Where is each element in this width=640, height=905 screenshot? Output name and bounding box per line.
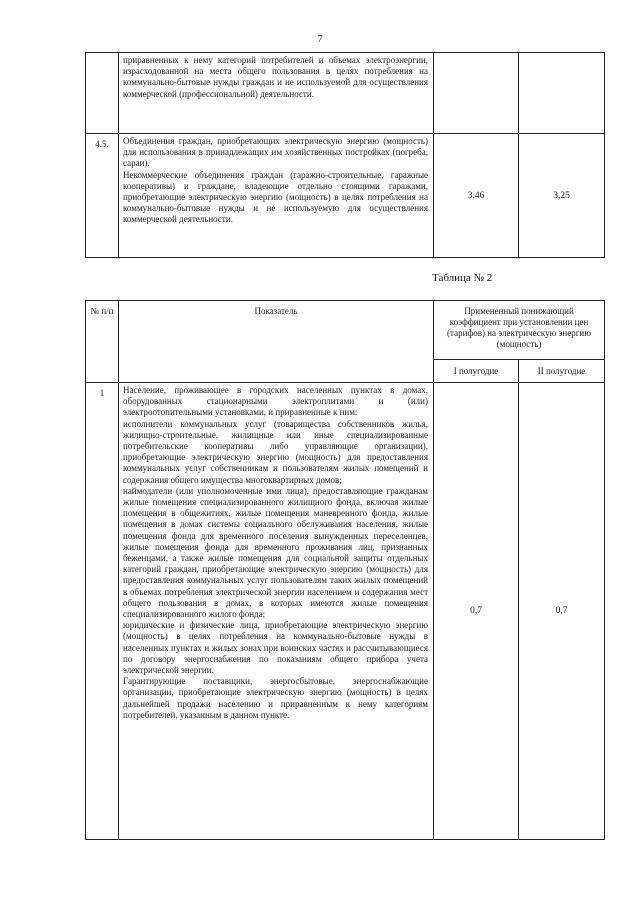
header-coefficient: Примененный понижающий коэффициент при установлении цен (тарифов) на электрическую энергию (мощность)	[434, 301, 605, 360]
table-row	[86, 134, 605, 258]
row-text: юридические и физические лица, приобретающие электрическую энергию (мощность) в целях потребления на коммунально-бытовые нужды в населенных пунктах и жилых зонах при воинских частях и рассчитывающиеся по договору энергоснабжения по показаниям общего прибора учета электрической энергии.	[123, 620, 428, 676]
table-row	[86, 383, 605, 840]
row-number: 1	[86, 383, 119, 840]
half2-value: 0,7	[519, 383, 605, 840]
half2-value: 3,25	[519, 134, 605, 258]
header-number: № п/п	[86, 301, 119, 383]
table-caption: Таблица № 2	[432, 272, 493, 284]
row-text: Некоммерческие объединения граждан (гаражно-строительные, гаражные кооперативы) и граждане, владеющие отдельно стоящими гаражами, приобретающие электрическую энергию (мощность) в целях потребления на коммунально-бытовые нужды и не используемую для осуществления коммерческой деятельности.	[123, 169, 428, 225]
row-text: Население, проживающее в городских населенных пунктах в домах, оборудованных стационарными электроплитами и (или) электроотопительными установками, и приравненные к ним:	[123, 385, 428, 418]
row-description	[119, 134, 434, 258]
half1-value	[434, 53, 519, 134]
header-indicator: Показатель	[119, 301, 434, 383]
tariff-table-continued	[85, 52, 605, 258]
row-number: 4.5.	[86, 134, 119, 258]
row-text: приравненных к нему категорий потребителей и объемах электроэнергии, израсходованной на места общего пользования в целях потребления на коммунально-бытовые нужды граждан и не используемой для осуществления коммерческой (профессиональной) деятельности.	[123, 55, 428, 99]
header-half2: II полугодие	[519, 360, 605, 383]
table-header-row	[86, 301, 605, 360]
row-description	[119, 53, 434, 134]
row-text: исполнители коммунальных услуг (товарищества собственников жилья, жилищно-строительные, жилищные или иные специализированные потребительские кооперативы либо управляющие организации), приобретающие электрическую энергию (мощность) для предоставления коммунальных услуг собственникам и пользователям жилых помещений и содержания общего имущества многоквартирных домов;	[123, 418, 428, 485]
row-text: наймодатели (или уполномоченные ими лица), предоставляющие гражданам жилые помещения специализированного жилищного фонда, включая жилые помещения в общежитиях, жилые помещения маневренного фонда, жилые помещения в домах системы социального обслуживания населения, жилые помещения фонда для временного поселения вынужденных переселенцев, жилые помещения фонда для временного проживания лиц, признанных беженцами, а также жилые помещения для социальной защиты отдельных категорий граждан, приобретающие электрическую энергию (мощность) для предоставления коммунальных услуг пользователям таких жилых помещений в объемах потребления электрической энергии населением и содержания мест общего пользования в домах, в которых имеются жилые помещения специализированного жилого фонда;	[123, 485, 428, 620]
header-half1: I полугодие	[434, 360, 519, 383]
table-row	[86, 53, 605, 134]
half1-value: 0,7	[434, 383, 519, 840]
half2-value	[519, 53, 605, 134]
row-text: Объединения граждан, приобретающих электрическую энергию (мощность) для использования в принадлежащих им хозяйственных постройках (погреба, сараи).	[123, 136, 428, 169]
half1-value: 3,46	[434, 134, 519, 258]
row-description	[119, 383, 434, 840]
coefficient-table	[85, 300, 605, 840]
page-number: 7	[317, 33, 323, 45]
row-text: Гарантирующие поставщики, энергосбытовые, энергоснабжающие организации, приобретающие электрическую энергию (мощность) в целях дальнейшей продажи населению и приравненным к нему категориям потребителей, указанным в данном пункте.	[123, 676, 428, 720]
row-number	[86, 53, 119, 134]
